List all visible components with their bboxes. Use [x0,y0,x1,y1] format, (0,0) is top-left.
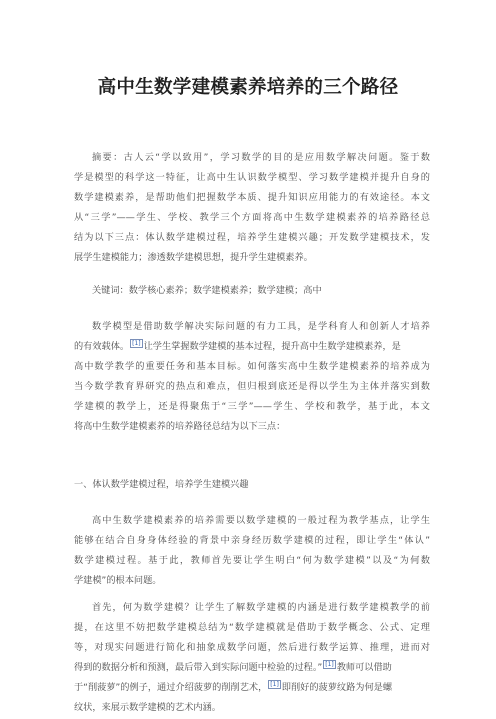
abstract-line: 学是模型的科学这一特征，让高中生认识数学模型、学习数学建模并提升自身的 [74,172,430,184]
document-title: 高中生数学建模素养培养的三个路径 [97,77,399,98]
citation-marker[interactable]: [1] [132,340,141,348]
body-line: 纹状，来展示数学建模的艺术内涵。 [74,702,221,714]
intro-text: 的有效载体。 [74,341,130,353]
abstract-paragraph [74,148,430,269]
intro-line-with-citation [74,337,430,357]
body-line: 能够在结合自身身体经验的背景中亲身经历数学建模的过程，即让学生“体认” [74,535,430,547]
body-line: 首先，何为数学建模？让学生了解数学建模的内涵是进行数学建模教学的前 [92,602,430,613]
body-line: 等，对现实问题进行简化和抽象成数学问题，然后进行数学运算、推理，进而对 [74,642,430,654]
body-text: 得到的数据分析和预测，最后带入到实际问题中检验的过程。” [74,662,323,674]
citation-marker[interactable]: [1] [270,681,279,689]
intro-line: 数学模型是借助数学解决实际问题的有力工具，是学科育人和创新人才培养 [92,321,430,332]
keywords-line: 关键词：数学核心素养；数学建模素养；数学建模；高中 [92,285,322,296]
section-heading: 一、体认数学建模过程，培养学生建模兴趣 [74,479,249,490]
intro-line: 学建模的教学上，还是得聚焦于“三学”——学生、学校和教学，基于此，本文 [74,401,430,413]
abstract-line: 展学生建模能力；渗透数学建模思想，提升学生建模素养。 [74,252,313,264]
abstract-line: 摘要：古人云“学以致用”，学习数学的目的是应用数学解决问题。鉴于数 [92,152,430,163]
citation-marker[interactable]: [1] [325,661,334,669]
abstract-line: 数学建模素养，是帮助他们把握数学本质、提升知识应用能力的有效途径。本文 [74,192,430,204]
body-line: 数学建模过程。基于此，教师首先要让学生明白“何为数学建模”以及“为何数 [74,555,430,567]
body-line: 高中生数学建模素养的培养需要以数学建模的一般过程为教学基点，让学生 [92,515,430,526]
section1-paragraph-1 [74,511,430,591]
body-line-with-citation [74,678,430,698]
body-text: 于“削菠萝”的例子，通过介绍菠萝的削削艺术， [74,682,268,694]
intro-paragraph [74,317,430,438]
intro-line: 当今数学教育界研究的热点和难点，但归根到底还是得以学生为主体并落实到数 [74,381,430,393]
intro-line: 高中数学教学的重要任务和基本目标。如何落实高中生数学建模素养的培养成为 [74,361,430,373]
body-text: 教师可以借助 [336,662,392,674]
body-line: 学建模”的根本问题。 [74,575,162,587]
section1-paragraph-2 [74,598,430,719]
intro-text: 让学生掌握数学建模的基本过程，提升高中生数学建模素养，是 [143,341,401,353]
body-text: 即削好的菠萝纹路为何是螺 [281,682,393,694]
abstract-line: 结为以下三点：体认数学建模过程，培养学生建模兴趣；开发数学建模技术，发 [74,232,430,244]
abstract-line: 从“三学”——学生、学校、教学三个方面将高中生数学建模素养的培养路径总 [74,212,430,224]
body-line-with-citation [74,658,430,678]
intro-line: 将高中生数学建模素养的培养路径总结为以下三点： [74,421,286,433]
body-line: 提，在这里不妨把数学建模总结为“数学建模就是借助于数学概念、公式、定理 [74,622,430,634]
keywords-paragraph [74,281,430,301]
